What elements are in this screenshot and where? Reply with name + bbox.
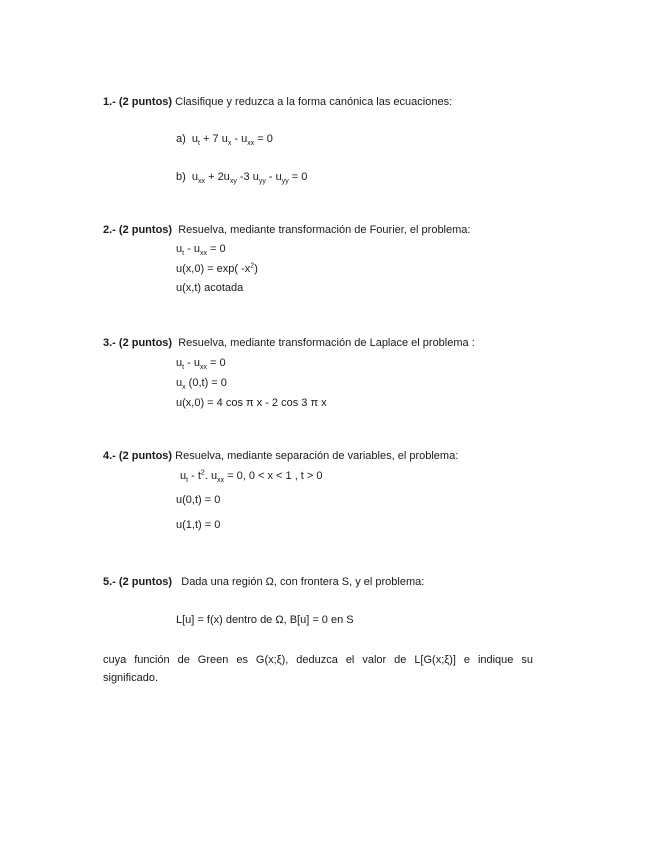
problem-points: (2 puntos) — [118, 576, 173, 588]
problem-points: (2 puntos) — [118, 224, 173, 236]
eq-sub: yy — [258, 178, 266, 186]
eq-sub: xx — [247, 140, 255, 148]
problem-5-closing-line-2: significado. — [103, 672, 159, 684]
problem-2-eq-3 — [176, 282, 243, 295]
eq-part: - u — [265, 171, 282, 183]
eq-sub: xy — [229, 178, 237, 186]
eq-part: . u — [204, 470, 218, 482]
problem-number: 5.- — [103, 576, 116, 588]
eq-part: = 0 — [288, 171, 308, 183]
eq-sup: 2 — [250, 262, 255, 270]
eq-part: u — [180, 470, 187, 482]
eq-part: (0,t) = 0 — [185, 377, 227, 389]
eq-part: = 0, 0 < x < 1 , t > 0 — [224, 470, 323, 482]
eq-part: u — [176, 243, 183, 255]
problem-1-item-b — [176, 171, 307, 184]
eq-part: u — [191, 171, 199, 183]
problem-4-eq-1 — [180, 470, 323, 483]
problem-2-eq-2 — [176, 263, 258, 276]
problem-5-closing-line-1: cuya función de Green es G(x;ξ), deduzca el valor de L[G(x;ξ)] e indique su — [103, 654, 533, 666]
eq-part: u(x,0) = exp( -x — [176, 263, 251, 275]
problem-statement: Resuelva, mediante separación de variables, el problema: — [175, 450, 459, 462]
eq-sub: xx — [199, 364, 207, 372]
eq-part: u — [191, 133, 199, 145]
eq-part: u(x,t) acotada — [176, 282, 244, 294]
problem-number: 3.- — [103, 337, 116, 349]
eq-sub: t — [198, 140, 200, 148]
problem-4-eq-2 — [176, 494, 220, 507]
problem-4-eq-3 — [176, 519, 220, 532]
problem-1-heading — [103, 96, 452, 109]
eq-sub: t — [182, 250, 185, 258]
eq-part: = 0 — [254, 133, 273, 145]
problem-3-heading — [103, 337, 475, 350]
eq-sub: xx — [199, 250, 207, 258]
eq-sub: x — [227, 140, 232, 148]
problem-3-eq-1 — [176, 357, 226, 370]
problem-statement: Clasifique y reduzca a la forma canónica las ecuaciones: — [175, 96, 453, 108]
eq-part: L[u] = f(x) dentro de Ω, B[u] = 0 en S — [176, 614, 354, 626]
equation — [191, 171, 308, 186]
problem-statement: Resuelva, mediante transformación de Laplace el problema : — [178, 337, 475, 349]
problem-points: (2 puntos) — [118, 96, 173, 108]
problem-5-heading — [103, 576, 424, 589]
eq-part: u(1,t) = 0 — [176, 519, 221, 531]
problem-3-eq-3 — [176, 397, 327, 410]
problem-statement: Dada una región Ω, con frontera S, y el problema: — [181, 576, 425, 588]
eq-sub: yy — [281, 178, 289, 186]
eq-part: = 0 — [206, 243, 226, 255]
eq-sub: x — [182, 384, 186, 392]
eq-part: = 0 — [206, 357, 226, 369]
problem-number: 1.- — [103, 96, 116, 108]
equation — [191, 133, 273, 148]
eq-part: + 7 u — [199, 133, 228, 145]
eq-part: u — [176, 357, 183, 369]
problem-4-heading — [103, 450, 458, 463]
eq-part: u — [176, 377, 183, 389]
eq-part: - u — [184, 357, 200, 369]
eq-part: u(x,0) = 4 cos π x - 2 cos 3 π x — [176, 397, 327, 409]
problem-5-eq-1 — [176, 614, 354, 627]
eq-sup: 2 — [200, 469, 205, 477]
eq-sub: xx — [217, 477, 225, 485]
item-label: b) — [176, 171, 186, 183]
problem-number: 2.- — [103, 224, 116, 236]
item-label: a) — [176, 133, 186, 145]
eq-part: + 2u — [205, 171, 230, 183]
eq-part: - t — [188, 470, 201, 482]
eq-sub: t — [186, 477, 189, 485]
eq-sub: xx — [198, 178, 206, 186]
problem-1-item-a — [176, 133, 273, 146]
eq-part: - u — [184, 243, 200, 255]
eq-part: -3 u — [236, 171, 259, 183]
eq-part: ) — [254, 263, 258, 275]
problem-points: (2 puntos) — [118, 450, 173, 462]
problem-2-eq-1 — [176, 243, 226, 256]
problem-3-eq-2 — [176, 377, 227, 390]
eq-part: u(0,t) = 0 — [176, 494, 221, 506]
problem-number: 4.- — [103, 450, 116, 462]
eq-part: - u — [231, 133, 248, 145]
problem-statement: Resuelva, mediante transformación de Fourier, el problema: — [178, 224, 471, 236]
problem-points: (2 puntos) — [118, 337, 173, 349]
eq-sub: t — [182, 364, 185, 372]
problem-2-heading — [103, 224, 470, 237]
